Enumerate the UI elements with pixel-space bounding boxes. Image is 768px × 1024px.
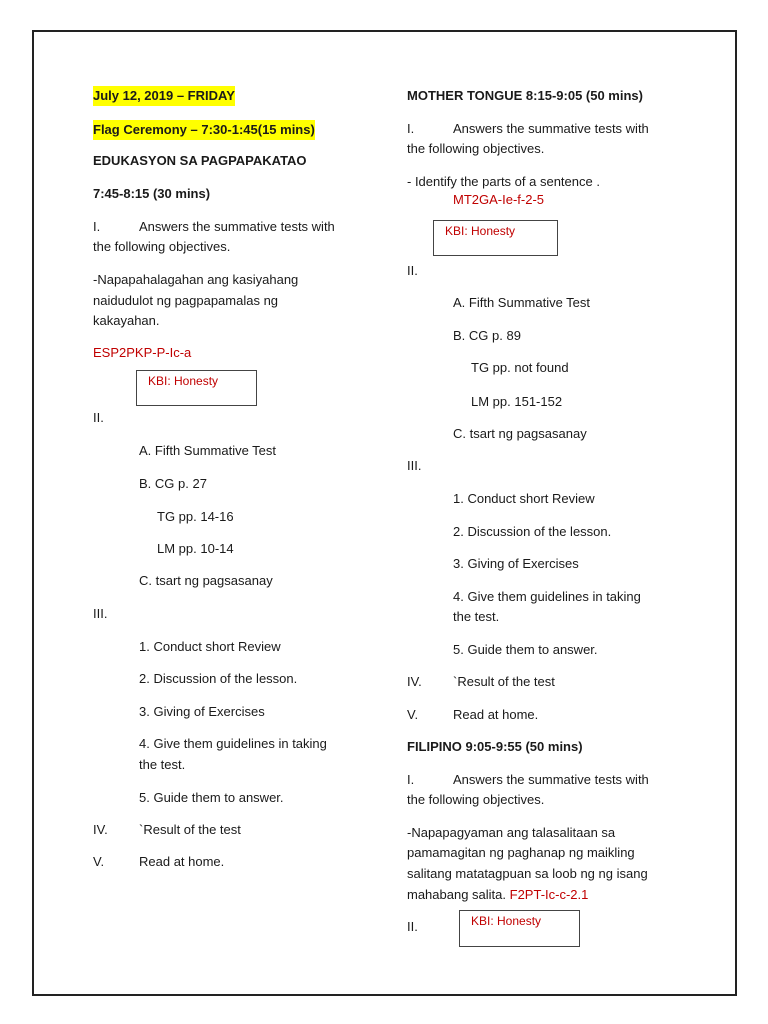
mt-kbi-label: KBI: Honesty (445, 224, 516, 238)
mt-item-c: C. tsart ng pagsasanay (453, 426, 587, 441)
esp-section-iv-number: IV. (93, 822, 108, 837)
esp-step-4-cont: the test. (139, 757, 186, 772)
esp-item-a: A. Fifth Summative Test (139, 443, 277, 458)
filipino-competency-code: F2PT-Ic-c-2.1 (509, 887, 589, 902)
filipino-kbi-label: KBI: Honesty (471, 914, 542, 928)
mt-subject-heading: MOTHER TONGUE 8:15-9:05 (50 mins) (407, 88, 643, 103)
mt-section-iv-number: IV. (407, 674, 422, 689)
esp-step-3: 3. Giving of Exercises (139, 704, 265, 719)
esp-objective-line3: kakayahan. (93, 313, 160, 328)
esp-time: 7:45-8:15 (30 mins) (93, 186, 211, 201)
mt-section-iii: III. (407, 458, 422, 473)
mt-step-4-cont: the test. (453, 609, 500, 624)
esp-kbi-box (136, 370, 257, 406)
mt-item-a: A. Fifth Summative Test (453, 295, 591, 310)
esp-step-2: 2. Discussion of the lesson. (139, 671, 298, 686)
filipino-kbi-box (459, 910, 580, 947)
filipino-objective-line1: -Napapagyaman ang talasalitaan sa (407, 825, 616, 840)
mt-competency-code: MT2GA-Ie-f-2-5 (453, 192, 545, 207)
esp-competency-code: ESP2PKP-P-Ic-a (93, 345, 192, 360)
filipino-section-i-number: I. (407, 772, 415, 787)
esp-section-iii: III. (93, 606, 108, 621)
filipino-section-i-text: Answers the summative tests with (453, 772, 649, 787)
mt-section-i-text: Answers the summative tests with (453, 121, 649, 136)
filipino-section-i-text-cont: the following objectives. (407, 792, 545, 807)
esp-section-i-text: Answers the summative tests with (139, 219, 335, 234)
mt-objective: - Identify the parts of a sentence . (407, 174, 600, 189)
esp-item-c: C. tsart ng pagsasanay (139, 573, 273, 588)
filipino-objective-line2: pamamagitan ng paghanap ng maikling (407, 845, 635, 860)
mt-section-i-text-cont: the following objectives. (407, 141, 545, 156)
esp-step-1: 1. Conduct short Review (139, 639, 281, 654)
esp-section-iv-text: `Result of the test (139, 822, 241, 837)
esp-step-5: 5. Guide them to answer. (139, 790, 284, 805)
filipino-objective-line4-text: mahabang salita. (407, 887, 507, 902)
esp-section-v-text: Read at home. (139, 854, 225, 869)
mt-section-ii: II. (407, 263, 418, 278)
esp-section-v-number: V. (93, 854, 105, 869)
esp-tg-pages: TG pp. 14-16 (157, 509, 234, 524)
mt-kbi-box (433, 220, 558, 256)
esp-section-i-text-cont: the following objectives. (93, 239, 231, 254)
esp-objective-line2: naidudulot ng pagpapamalas ng (93, 293, 279, 308)
mt-section-v-number: V. (407, 707, 419, 722)
flag-ceremony-heading: Flag Ceremony – 7:30-1:45(15 mins) (93, 120, 315, 140)
mt-step-1: 1. Conduct short Review (453, 491, 595, 506)
esp-step-4: 4. Give them guidelines in taking (139, 736, 327, 751)
esp-objective-line1: -Napapahalagahan ang kasiyahang (93, 272, 299, 287)
mt-item-b: B. CG p. 89 (453, 328, 521, 343)
esp-subject-heading: EDUKASYON SA PAGPAPAKATAO (93, 153, 307, 168)
mt-section-i-number: I. (407, 121, 415, 136)
mt-step-4: 4. Give them guidelines in taking (453, 589, 641, 604)
filipino-objective-line4 (407, 885, 588, 905)
mt-section-v-text: Read at home. (453, 707, 539, 722)
mt-tg-pages: TG pp. not found (471, 360, 569, 375)
esp-section-ii: II. (93, 410, 104, 425)
esp-section-i-number: I. (93, 219, 101, 234)
mt-step-5: 5. Guide them to answer. (453, 642, 598, 657)
esp-lm-pages: LM pp. 10-14 (157, 541, 234, 556)
date-heading: July 12, 2019 – FRIDAY (93, 86, 235, 106)
mt-section-iv-text: `Result of the test (453, 674, 555, 689)
filipino-subject-heading: FILIPINO 9:05-9:55 (50 mins) (407, 739, 583, 754)
esp-kbi-label: KBI: Honesty (148, 374, 219, 388)
mt-step-3: 3. Giving of Exercises (453, 556, 579, 571)
esp-item-b: B. CG p. 27 (139, 476, 207, 491)
mt-lm-pages: LM pp. 151-152 (471, 394, 563, 409)
mt-step-2: 2. Discussion of the lesson. (453, 524, 612, 539)
filipino-section-ii: II. (407, 919, 418, 934)
filipino-objective-line3: salitang matatagpuan sa loob ng ng isang (407, 866, 648, 881)
